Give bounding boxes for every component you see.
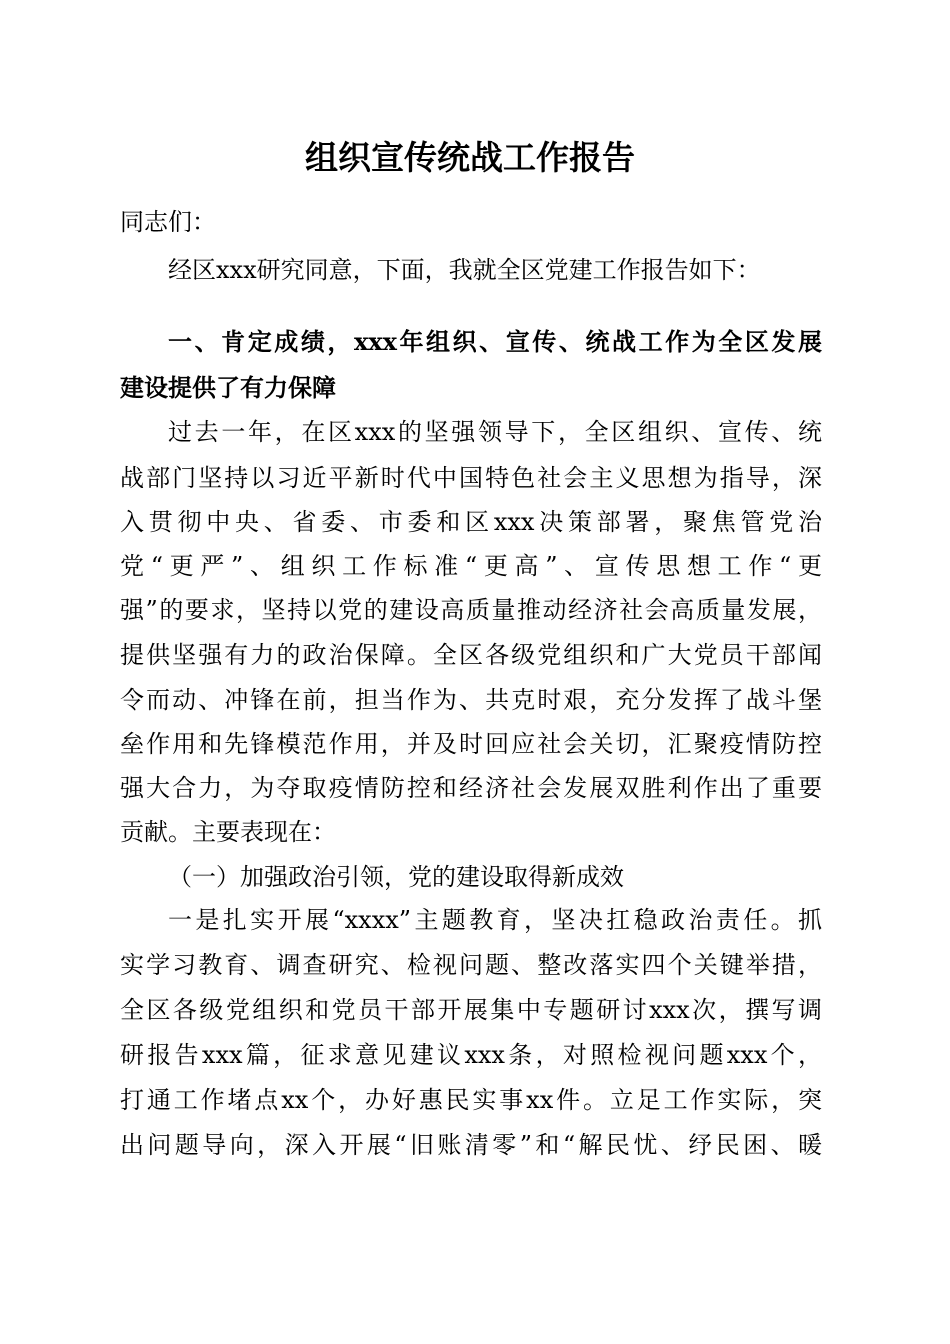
paragraph-line: 过去一年，在区xxx的坚强领导下，全区组织、宣传、统 — [168, 418, 822, 446]
paragraph-line: 实学习教育、调查研究、检视问题、整改落实四个关键举措， — [120, 951, 822, 979]
section-heading-line: 一、肯定成绩，xxx年组织、宣传、统战工作为全区发展 — [168, 327, 822, 356]
paragraph-line: 经区xxx研究同意，下面，我就全区党建工作报告如下： — [168, 256, 761, 284]
paragraph-line: 强”的要求，坚持以党的建设高质量推动经济社会高质量发展， — [120, 596, 822, 624]
document-title: 组织宣传统战工作报告 — [305, 138, 635, 177]
paragraph-line: 打通工作堵点xx个，办好惠民实事xx件。立足工作实际，突 — [120, 1086, 822, 1114]
paragraph-line: 强大合力，为夺取疫情防控和经济社会发展双胜利作出了重要 — [120, 774, 822, 802]
paragraph-line: 入贯彻中央、省委、市委和区xxx决策部署，聚焦管党治 — [120, 508, 822, 536]
paragraph-line: 一是扎实开展“xxxx”主题教育，坚决扛稳政治责任。抓 — [168, 906, 822, 934]
paragraph-line: 党“更严”、组织工作标准“更高”、宣传思想工作“更 — [120, 552, 822, 580]
paragraph-line: 全区各级党组织和党员干部开展集中专题研讨xxx次，撰写调 — [120, 996, 822, 1024]
section-heading-line: 建设提供了有力保障 — [120, 373, 336, 402]
paragraph-line: 令而动、冲锋在前，担当作为、共克时艰，充分发挥了战斗堡 — [120, 686, 822, 714]
paragraph-line: 同志们： — [120, 208, 216, 236]
paragraph-line: 研报告xxx篇，征求意见建议xxx条，对照检视问题xxx个， — [120, 1041, 822, 1069]
paragraph-line: 贡献。主要表现在： — [120, 818, 336, 846]
paragraph-line: 出问题导向，深入开展“旧账清零”和“解民忧、纾民困、暖 — [120, 1131, 822, 1159]
paragraph-line: （一）加强政治引领，党的建设取得新成效 — [168, 863, 624, 891]
paragraph-line: 战部门坚持以习近平新时代中国特色社会主义思想为指导，深 — [120, 464, 822, 492]
paragraph-line: 提供坚强有力的政治保障。全区各级党组织和广大党员干部闻 — [120, 641, 822, 669]
paragraph-line: 垒作用和先锋模范作用，并及时回应社会关切，汇聚疫情防控 — [120, 730, 822, 758]
